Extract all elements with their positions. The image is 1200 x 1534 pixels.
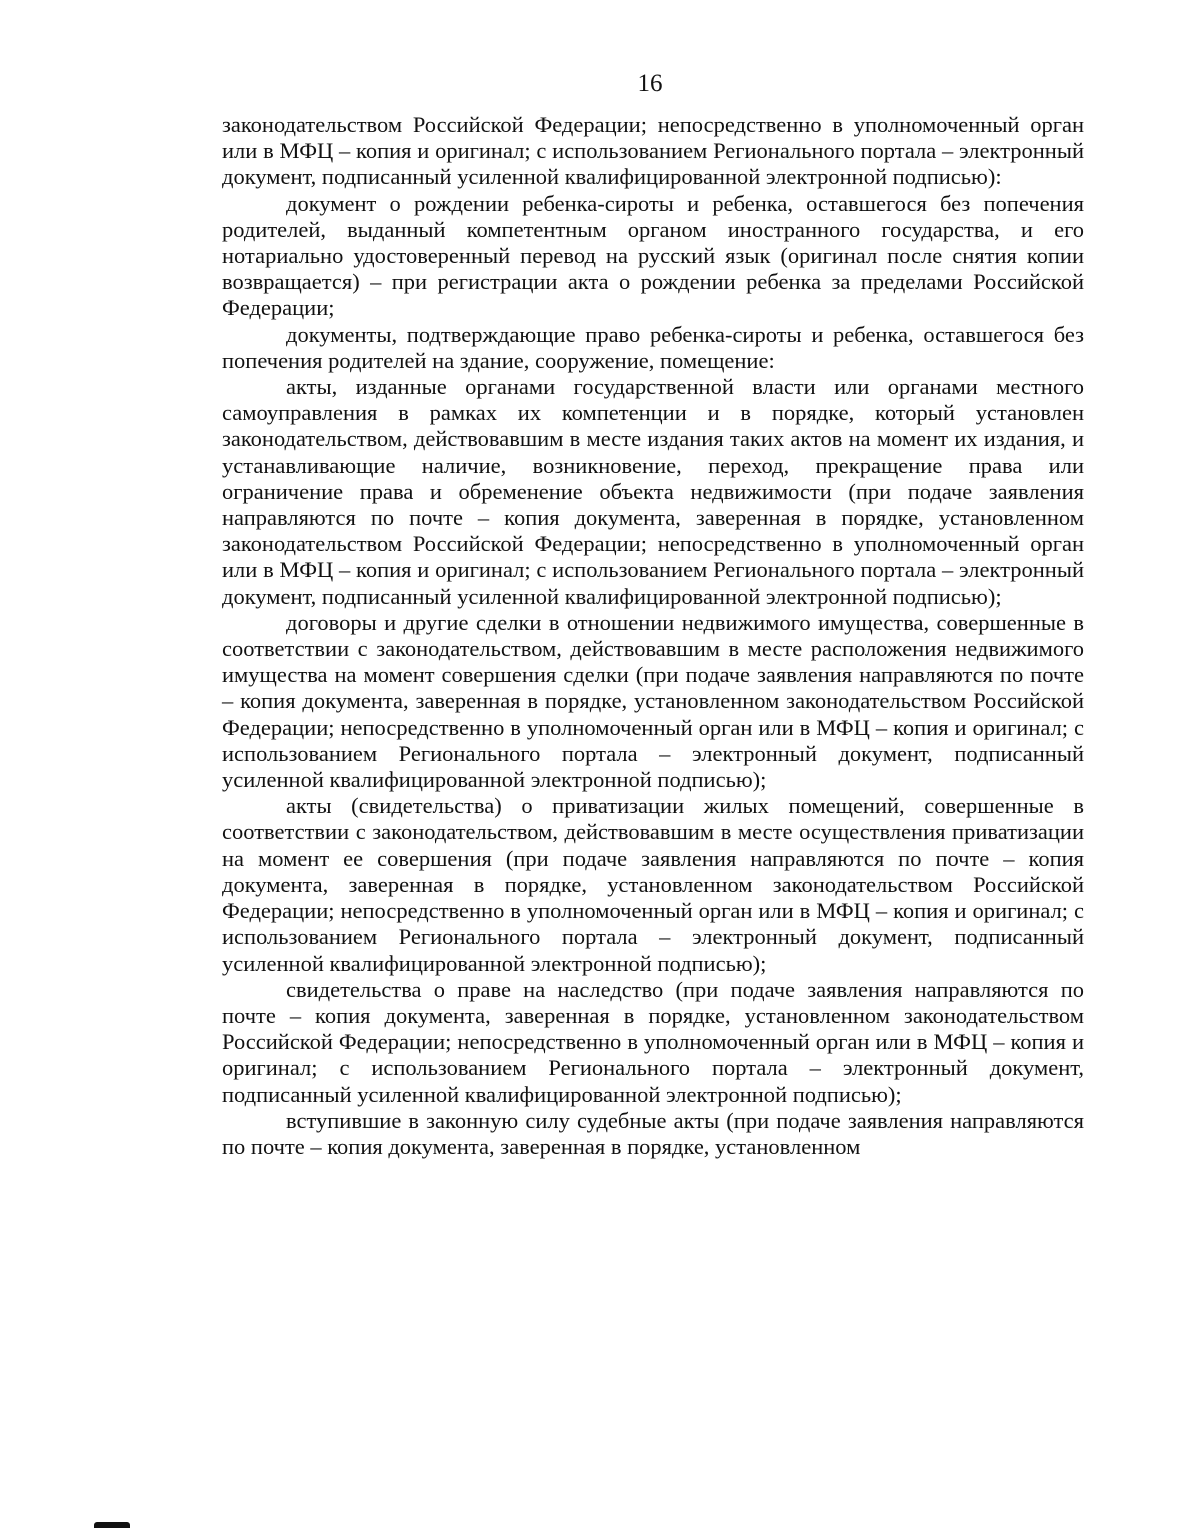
paragraph-inheritance-certificates: свидетельства о праве на наследство (при подаче заявления направляются по почте – копия документа, заверенная в порядке, установленном законодательством Российской Федерации; непосредственно в уполномоченный орган или в МФЦ – копия и оригинал; с использованием Регионального портала – электронный документ, подписанный усиленной квалифицированной электронной подписью); (222, 976, 1084, 1107)
paragraph-birth-document: документ о рождении ребенка-сироты и ребенка, оставшегося без попечения родителей, выданный компетентным органом иностранного государства, и его нотариально удостоверенный перевод на русский язык (оригинал после снятия копии возвращается) – при регистрации акта о рождении ребенка за пределами Российской Федерации; (222, 190, 1084, 321)
document-body (222, 112, 1084, 1160)
paragraph-court-acts: вступившие в законную силу судебные акты (при подаче заявления направляются по почте – копия документа, заверенная в порядке, установленном (222, 1107, 1084, 1159)
page-number: 16 (637, 70, 663, 97)
paragraph-contracts: договоры и другие сделки в отношении недвижимого имущества, совершенные в соответствии с законодательством, действовавшим в месте расположения недвижимого имущества на момент совершения сделки (при подаче заявления направляются по почте – копия документа, заверенная в порядке, установленном законодательством Российской Федерации; непосредственно в уполномоченный орган или в МФЦ – копия и оригинал; с использованием Регионального портала – электронный документ, подписанный усиленной квалифицированной электронной подписью); (222, 609, 1084, 793)
paragraph-government-acts: акты, изданные органами государственной власти или органами местного самоуправления в рамках их компетенции и в порядке, который установлен законодательством, действовавшим в месте издания таких актов на момент их издания, и устанавливающие наличие, возникновение, переход, прекращение права или ограничение права и обременение объекта недвижимости (при подаче заявления направляются по почте – копия документа, заверенная в порядке, установленном законодательством Российской Федерации; непосредственно в уполномоченный орган или в МФЦ – копия и оригинал; с использованием Регионального портала – электронный документ, подписанный усиленной квалифицированной электронной подписью); (222, 374, 1084, 609)
paragraph-continuation: законодательством Российской Федерации; непосредственно в уполномоченный орган или в МФЦ – копия и оригинал; с использованием Регионального портала – электронный документ, подписанный усиленной квалифицированной электронной подписью): (222, 112, 1084, 190)
paragraph-property-rights-documents: документы, подтверждающие право ребенка-сироты и ребенка, оставшегося без попечения родителей на здание, сооружение, помещение: (222, 321, 1084, 373)
scan-margin-mark (94, 1522, 130, 1528)
paragraph-privatization-acts: акты (свидетельства) о приватизации жилых помещений, совершенные в соответствии с законодательством, действовавшим в месте осуществления приватизации на момент ее совершения (при подаче заявления направляются по почте – копия документа, заверенная в порядке, установленном законодательством Российской Федерации; непосредственно в уполномоченный орган или в МФЦ – копия и оригинал; с использованием Регионального портала – электронный документ, подписанный усиленной квалифицированной электронной подписью); (222, 793, 1084, 976)
